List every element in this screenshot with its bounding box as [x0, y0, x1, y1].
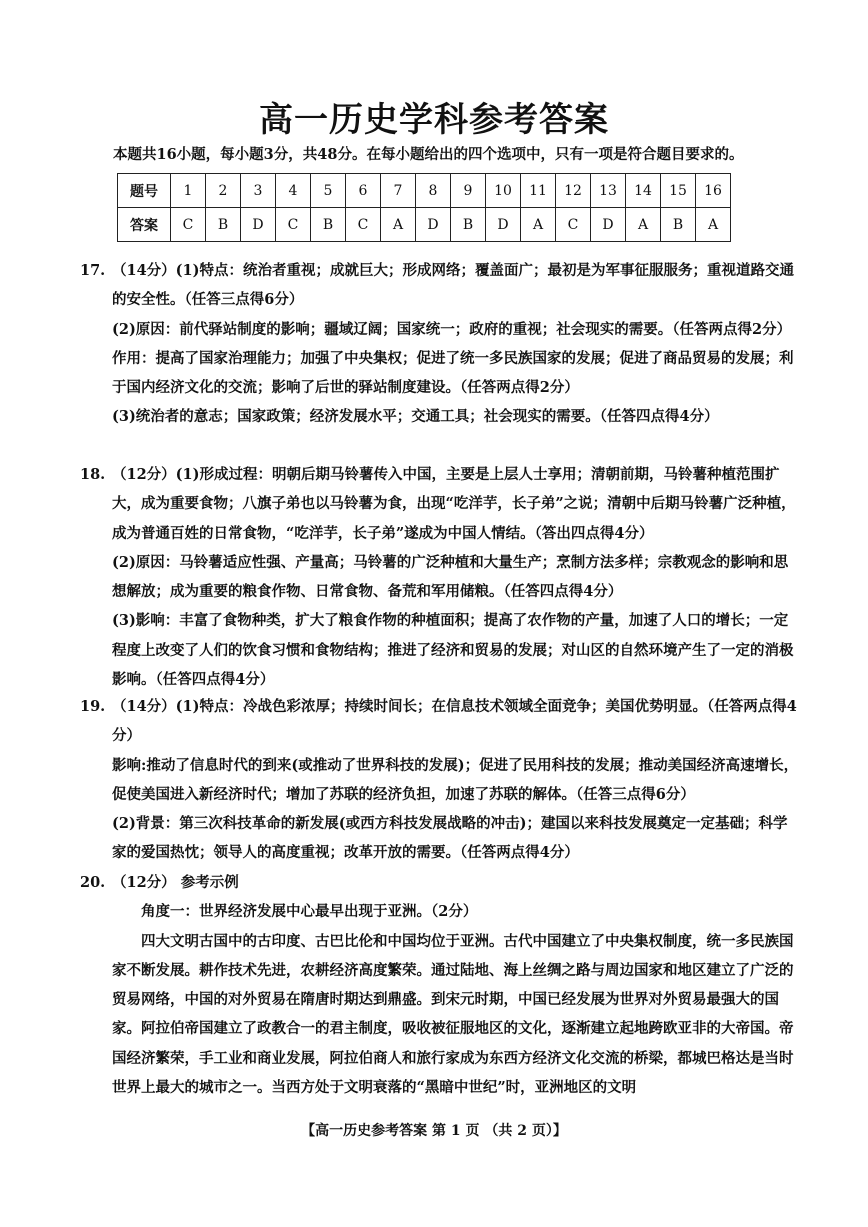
answer-paragraph: (2)背景：第三次科技革命的新发展(或西方科技发展战略的冲击)；建国以来科技发展奠定一定基础；科学家的爱国热忱；领导人的高度重视；改革开放的需要。（任答两点得4分） — [112, 815, 788, 862]
question-number: 18. — [80, 466, 106, 483]
answer-cell: A — [381, 208, 416, 242]
question-19 — [80, 692, 800, 868]
answer-table-answer-row — [118, 208, 731, 242]
answer-paragraph: (3)统治者的意志；国家政策；经济发展水平；交通工具；社会现实的需要。（任答四点得4分） — [112, 408, 719, 426]
answer-cell: D — [416, 208, 451, 242]
answer-header: （12分） 参考示例 — [112, 874, 239, 891]
answer-cell: D — [241, 208, 276, 242]
question-number-cell: 12 — [556, 174, 591, 208]
page-title: 高一历史学科参考答案 — [259, 100, 609, 140]
answer-cell: D — [591, 208, 626, 242]
question-number-cell: 14 — [626, 174, 661, 208]
answer-paragraph: 四大文明古国中的古印度、古巴比伦和中国均位于亚洲。古代中国建立了中央集权制度，统一多民族国家不断发展。耕作技术先进，农耕经济高度繁荣。通过陆地、海上丝绸之路与周边国家和地区建立了广泛的贸易网络，中国的对外贸易在隋唐时期达到鼎盛。到宋元时期，中国已经发展为世界对外贸易最强大的国家。阿拉伯帝国建立了政教合一的君主制度，吸收被征服地区的文化，逐渐建立起地跨欧亚非的大帝国。帝国经济繁荣，手工业和商业发展，阿拉伯商人和旅行家成为东西方经济文化交流的桥梁，都城巴格达是当时世界上最大的城市之一。当西方处于文明衰落的“黑暗中世纪”时，亚洲地区的文明 — [112, 932, 794, 1097]
question-17 — [80, 256, 800, 432]
answer-paragraph: （14分）(1)特点：冷战色彩浓厚；持续时间长；在信息技术领域全面竞争；美国优势明显。（任答两点得4分） — [112, 698, 797, 745]
question-number-cell: 1 — [171, 174, 206, 208]
answer-paragraph: 作用：提高了国家治理能力；加强了中央集权；促进了统一多民族国家的发展；促进了商品贸易的发展；利于国内经济文化的交流；影响了后世的驿站制度建设。（任答两点得2分） — [112, 349, 794, 397]
question-18 — [80, 460, 800, 694]
answer-cell: C — [171, 208, 206, 242]
question-number-cell: 9 — [451, 174, 486, 208]
answer-cell: C — [346, 208, 381, 242]
answer-cell: B — [661, 208, 696, 242]
answer-paragraph: （14分）(1)特点：统治者重视；成就巨大；形成网络；覆盖面广；最初是为军事征服服务；重视道路交通的安全性。（任答三点得6分） — [112, 262, 794, 309]
question-20 — [80, 868, 800, 1102]
answer-paragraph: (2)原因：前代驿站制度的影响；疆域辽阔；国家统一；政府的重视；社会现实的需要。（任答两点得2分） — [112, 320, 792, 338]
question-number: 20. — [80, 874, 106, 891]
question-number: 19. — [80, 698, 106, 715]
row-label-answer: 答案 — [118, 208, 171, 242]
answer-table — [117, 173, 731, 242]
answer-cell: D — [486, 208, 521, 242]
question-number-cell: 8 — [416, 174, 451, 208]
question-number-cell: 13 — [591, 174, 626, 208]
question-number-cell: 15 — [661, 174, 696, 208]
question-number-cell: 6 — [346, 174, 381, 208]
answer-paragraph: （12分）(1)形成过程：明朝后期马铃薯传入中国，主要是上层人士享用；清朝前期，马铃薯种植范围扩大，成为重要食物；八旗子弟也以马铃薯为食，出现“吃洋芋，长子弟”之说；清朝中后期马铃薯广泛种植，成为普通百姓的日常食物，“吃洋芋，长子弟”遂成为中国人情结。（答出四点得4分） — [112, 466, 796, 542]
question-number-cell: 5 — [311, 174, 346, 208]
answer-paragraph: (2)原因：马铃薯适应性强、产量高；马铃薯的广泛种植和大量生产；烹制方法多样；宗教观念的影响和思想解放；成为重要的粮食作物、日常食物、备荒和军用储粮。（任答四点得4分） — [112, 553, 789, 601]
answer-cell: A — [521, 208, 556, 242]
question-number-cell: 4 — [276, 174, 311, 208]
question-number-cell: 16 — [696, 174, 731, 208]
answer-cell: A — [626, 208, 661, 242]
question-number: 17. — [80, 262, 106, 279]
answer-cell: A — [696, 208, 731, 242]
question-number-cell: 2 — [206, 174, 241, 208]
row-label-number: 题号 — [118, 174, 171, 208]
section-intro: 本题共16小题，每小题3分，共48分。在每小题给出的四个选项中，只有一项是符合题目要求的。 — [113, 146, 744, 163]
page-footer: 【高一历史参考答案 第 1 页 （共 2 页）】 — [301, 1123, 567, 1139]
question-number-cell: 7 — [381, 174, 416, 208]
answer-cell: B — [311, 208, 346, 242]
answer-cell: C — [276, 208, 311, 242]
question-number-cell: 10 — [486, 174, 521, 208]
answer-cell: C — [556, 208, 591, 242]
question-number-cell: 3 — [241, 174, 276, 208]
answer-cell: B — [206, 208, 241, 242]
angle-heading: 角度一：世界经济发展中心最早出现于亚洲。（2分） — [141, 903, 478, 921]
question-number-cell: 11 — [521, 174, 556, 208]
answer-cell: B — [451, 208, 486, 242]
answer-paragraph: (3)影响：丰富了食物种类，扩大了粮食作物的种植面积；提高了农作物的产量，加速了人口的增长；一定程度上改变了人们的饮食习惯和食物结构；推进了经济和贸易的发展；对山区的自然环境产生了一定的消极影响。（任答四点得4分） — [112, 612, 794, 689]
answer-paragraph: 影响:推动了信息时代的到来(或推动了世界科技的发展)；促进了民用科技的发展；推动美国经济高速增长，促使美国进入新经济时代；增加了苏联的经济负担，加速了苏联的解体。（任答三点得6分） — [112, 756, 799, 803]
answer-table-number-row — [118, 174, 731, 208]
